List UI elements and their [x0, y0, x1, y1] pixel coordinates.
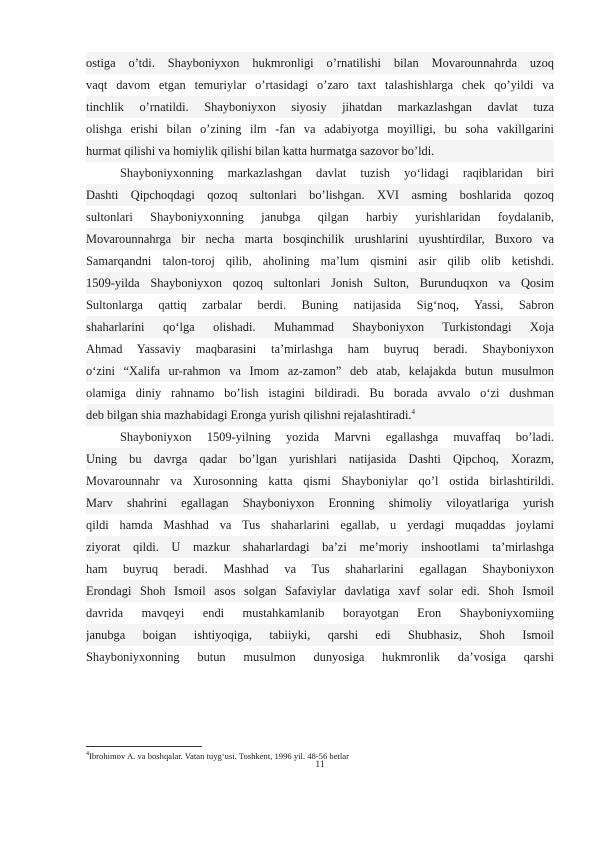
text-line	[86, 448, 554, 470]
text-line-content: Shayboniyxonning butun musulmon dunyosiga hukmronlik da’vosiga qarshi	[86, 650, 554, 664]
page-number: 11	[315, 760, 325, 770]
body-text	[86, 52, 554, 668]
text-line-content: hurmat qilishi va homiylik qilishi bilan katta hurmatga sazovor bo’ldi.	[86, 144, 435, 158]
text-line	[86, 404, 554, 426]
text-line	[86, 382, 554, 404]
text-line	[86, 360, 554, 382]
text-line-content: davrida mavqeyi endi mustahkamlanib borayotgan Eron Shayboniyxomiing	[86, 606, 554, 620]
text-line-content: o‘zini “Xalifa ur-rahmon va Imom az-zamon” deb atab, kelajakda butun musulmon	[86, 364, 554, 378]
text-line-content: ham buyruq beradi. Mashhad va Tus shaharlarini egallagan Shayboniyxon	[86, 562, 554, 576]
text-line-content: Sultonlarga qattiq zarbalar berdi. Buning natijasida Sig‘noq, Yassi, Sabron	[86, 298, 554, 312]
text-line	[86, 514, 554, 536]
text-line	[86, 426, 554, 448]
text-line	[86, 96, 554, 118]
text-line	[86, 294, 554, 316]
text-line-content: ziyorat qildi. U mazkur shaharlardagi ba’zi me’moriy inshootlami ta’mirlashga	[86, 540, 554, 554]
text-line	[86, 184, 554, 206]
footnote-marker: 4	[86, 751, 89, 757]
text-line	[86, 52, 554, 74]
text-line	[86, 558, 554, 580]
text-line	[86, 250, 554, 272]
text-line-content: Ahmad Yassaviy maqbarasini ta’mirlashga ham buyruq beradi. Shayboniyxon	[86, 342, 554, 356]
text-line	[86, 162, 554, 184]
text-line	[86, 316, 554, 338]
text-line-content: shaharlarini qo‘lga olishadi. Muhammad Shayboniyxon Turkistondagi Xoja	[86, 320, 554, 334]
text-line-content: qildi hamda Mashhad va Tus shaharlarini egallab, u yerdagi muqaddas joylami	[86, 518, 554, 532]
text-line-content: tinchlik o’rnatildi. Shayboniyxon siyosiy jihatdan markazlashgan davlat tuza	[86, 100, 554, 114]
text-line-content: deb bilgan shia mazhabidagi Eronga yurish qilishni rejalashtiradi.	[86, 408, 412, 422]
text-line	[86, 272, 554, 294]
text-line-content: Erondagi Shoh Ismoil asos solgan Safaviylar davlatiga xavf solar edi. Shoh Ismoil	[86, 584, 554, 598]
text-line	[86, 228, 554, 250]
text-line-content: olamiga diniy rahnamo bo’lish istagini bildiradi. Bu borada avvalo o‘zi dushman	[86, 386, 554, 400]
text-line	[86, 118, 554, 140]
text-line-content: Marv shahrini egallagan Shayboniyxon Eronning shimoliy viloyatlariga yurish	[86, 496, 554, 510]
text-line-content: Dashti Qipchoqdagi qozoq sultonlari bo’lishgan. XVI asming boshlarida qozoq	[86, 188, 554, 202]
text-line-content: Samarqandni talon-toroj qilib, aholining ma’lum qismini asir qilib olib ketishdi.	[86, 254, 554, 268]
text-line	[86, 602, 554, 624]
text-line-content: 1509-yilda Shayboniyxon qozoq sultonlari Jonish Sulton, Burunduqxon va Qosim	[86, 276, 554, 290]
text-line-content: sultonlari Shayboniyxonning janubga qilgan harbiy yurishlaridan foydalanib,	[86, 210, 554, 224]
text-line	[86, 338, 554, 360]
text-line-content: vaqt davom etgan temuriylar o’rtasidagi o’zaro taxt talashishlarga chek qo’yildi va	[86, 78, 554, 92]
text-line	[86, 470, 554, 492]
text-line	[86, 206, 554, 228]
footnote-text: Ibrohimov A. va boshqalar. Vatan tuyg‘usi. Toshkent, 1996 yil. 48-56 betlar	[89, 750, 349, 761]
footnote-separator	[86, 746, 202, 747]
text-line-content: Movarounnahrga bir necha marta bosqinchilik urushlarini uyushtirdilar, Buxoro va	[86, 232, 554, 246]
text-line	[86, 580, 554, 602]
text-line-content: Movarounnahr va Xurosonning katta qismi Shayboniylar qo’l ostida birlashtirildi.	[86, 474, 554, 488]
text-line	[86, 74, 554, 96]
text-line	[86, 536, 554, 558]
footnote-reference: 4	[411, 407, 416, 416]
text-line-content: Uning bu davrga qadar bo’lgan yurishlari natijasida Dashti Qipchoq, Xorazm,	[86, 452, 554, 466]
text-line-content: ostiga o’tdi. Shayboniyxon hukmronligi o’rnatilishi bilan Movarounnahrda uzoq	[86, 56, 554, 70]
text-line	[86, 492, 554, 514]
text-line	[86, 140, 554, 162]
text-line-content: olishga erishi bilan o’zining ilm -fan va adabiyotga moyilligi, bu soha vakillgarini	[86, 122, 554, 136]
text-line	[86, 624, 554, 646]
text-line-content: janubga boigan ishtiyoqiga, tabiiyki, qarshi edi Shubhasiz, Shoh Ismoil	[86, 628, 554, 642]
text-line	[86, 646, 554, 668]
text-line-content: Shayboniyxonning markazlashgan davlat tuzish yo‘lidagi raqiblaridan biri	[120, 166, 554, 180]
text-line-content: Shayboniyxon 1509-yilning yozida Marvni egallashga muvaffaq bo’ladi.	[120, 430, 554, 444]
